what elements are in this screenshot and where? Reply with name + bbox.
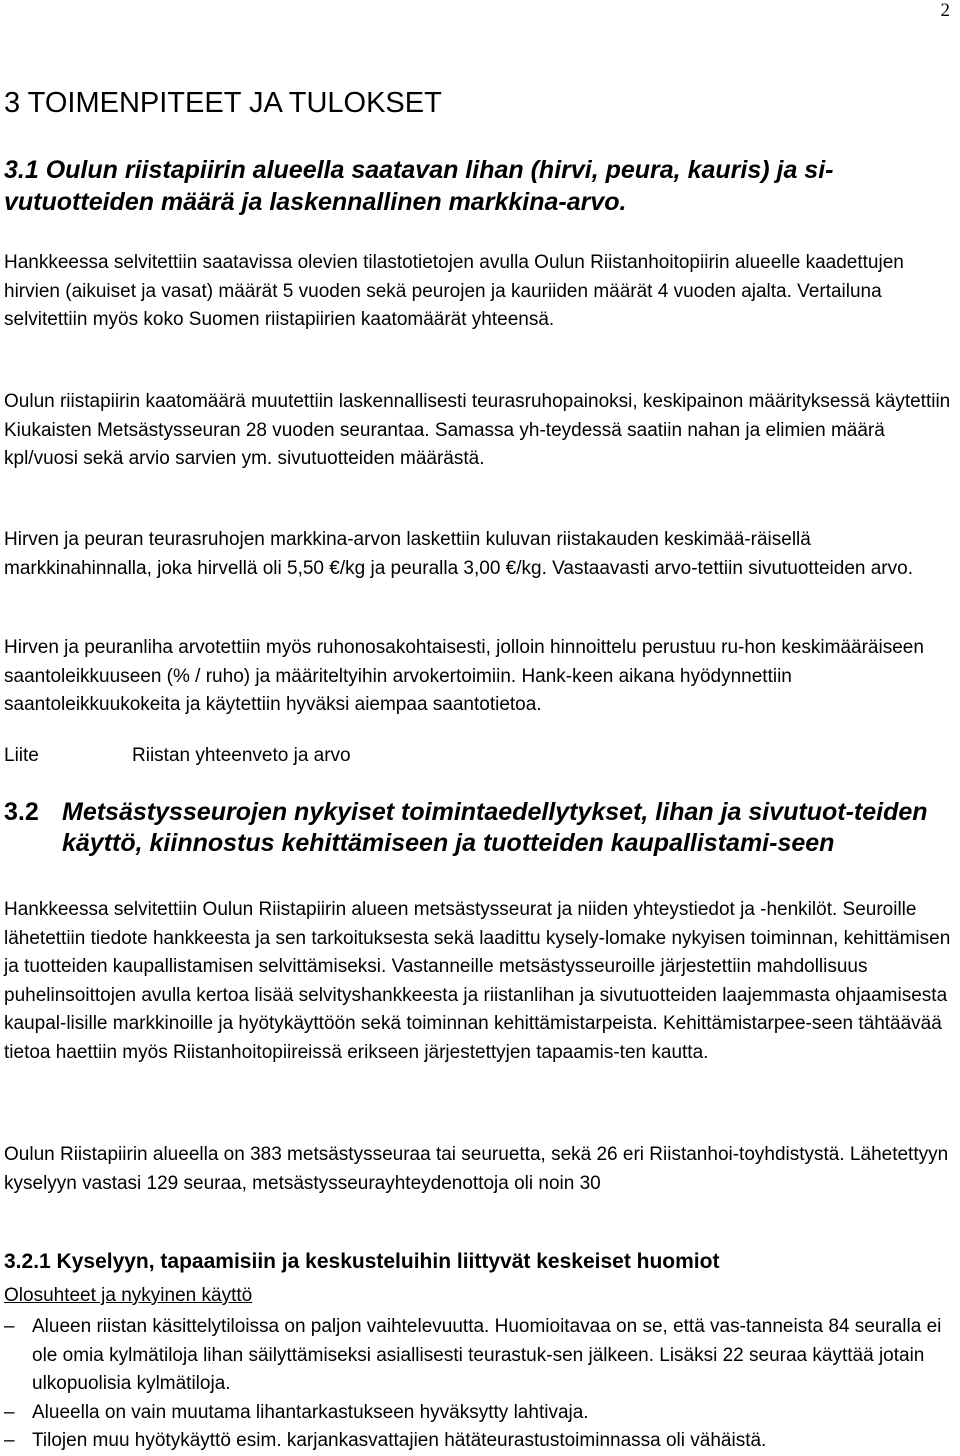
chapter-heading: 3 TOIMENPITEET JA TULOKSET bbox=[4, 87, 442, 119]
section-3-1-title: Oulun riistapiirin alueella saatavan lihan (hirvi, peura, kauris) ja si-vutuotteiden määrä ja laskennallinen markkina-arvo. bbox=[4, 156, 834, 216]
dash-bullet: – bbox=[4, 1430, 15, 1452]
list-item bbox=[4, 1399, 956, 1428]
bullet-list bbox=[4, 1313, 956, 1456]
list-item bbox=[4, 1313, 956, 1399]
list-item-text: Tilojen muu hyötykäyttö esim. karjankasvattajien hätäteurastustoiminnassa oli vähäistä. bbox=[32, 1430, 767, 1452]
section-3-2-1-heading: 3.2.1 Kyselyyn, tapaamisiin ja keskusteluihin liittyvät keskeiset huomiot bbox=[4, 1250, 720, 1273]
list-item bbox=[4, 1427, 956, 1456]
section-3-2-paragraph-2: Oulun Riistapiirin alueella on 383 metsästysseuraa tai seuruetta, sekä 26 eri Riistanhoi-toyhdistystä. Lähetettyyn kyselyyn vastasi 129 seuraa, metsästysseurayhteydenottoja oli noin 30 bbox=[4, 1144, 949, 1194]
section-3-2-number: 3.2 bbox=[4, 798, 39, 826]
section-3-2-heading bbox=[4, 797, 954, 859]
paragraph-4: Hirven ja peuranliha arvotettiin myös ruhonosakohtaisesti, jolloin hinnoittelu perustuu ru-hon keskimääräiseen saantoleikkuuseen (% / ruho) ja määriteltyihin arvokertoimiin. Hank-keen aikana hyödynnettiin saantoleikkuukokeita ja käytettiin hyväksi aiempaa saantotietoa. bbox=[4, 637, 924, 716]
subheading-conditions: Olosuhteet ja nykyinen käyttö bbox=[4, 1285, 253, 1306]
paragraph-1: Hankkeessa selvitettiin saatavissa olevien tilastotietojen avulla Oulun Riistanhoitopiirin alueelle kaadettujen hirvien (aikuiset ja vasat) määrät 5 vuoden sekä peurojen ja kauriiden määrät 4 vuoden ajalta. Vertailuna selvitettiin myös koko Suomen riistapiirien kaatomäärät yhteensä. bbox=[4, 252, 904, 331]
section-3-2-title: Metsästysseurojen nykyiset toimintaedellytykset, lihan ja sivutuot-teiden käyttö, kiinnostus kehittämiseen ja tuotteiden kaupallistami-seen bbox=[62, 798, 928, 857]
appendix-label: Liite bbox=[4, 745, 39, 766]
list-item-text: Alueella on vain muutama lihantarkastukseen hyväksytty lahtivaja. bbox=[32, 1401, 589, 1423]
appendix-text: Riistan yhteenveto ja arvo bbox=[132, 745, 351, 766]
section-3-1-number: 3.1 bbox=[4, 156, 39, 184]
list-item-text: Alueen riistan käsittelytiloissa on paljon vaihtelevuutta. Huomioitavaa on se, että vas-tanneista 84 seuralla ei ole omia kylmätiloja lihan säilyttämiseksi asiallisesti teurastuk-sen jälkeen. Lisäksi 22 seuraa käyttää jotain ulkopuolisia kylmätiloja. bbox=[32, 1316, 942, 1395]
section-3-1-heading bbox=[4, 154, 954, 218]
dash-bullet: – bbox=[4, 1401, 15, 1423]
section-3-2-paragraph-1: Hankkeessa selvitettiin Oulun Riistapiirin alueen metsästysseurat ja niiden yhteystiedot ja -henkilöt. Seuroille lähetettiin tiedote hankkeesta ja sen tarkoituksesta sekä laadittu kysely-lomake nykyisen toiminnan, kehittämisen ja tuotteiden kaupallistamisen selvittämiseksi. Vastanneille metsästysseuroille järjestettiin mahdollisuus puhelinsoittojen avulla kertoa lisää selvityshankkeesta ja riistanlihan ja sivutuotteiden laajemmasta ohjaamisesta kaupal-lisille markkinoille ja hyötykäyttöön sekä toiminnan kehittämistarpeista. Kehittämistarpee-seen tähtäävää tietoa haettiin myös Riistanhoitopiireissä erikseen järjestettyjen tapaamis-ten kautta. bbox=[4, 899, 951, 1063]
paragraph-3: Hirven ja peuran teurasruhojen markkina-arvon laskettiin kuluvan riistakauden keskimää-räisellä markkinahinnalla, joka hirvellä oli 5,50 €/kg ja peuralla 3,00 €/kg. Vastaavasti arvo-tettiin sivutuotteiden arvo. bbox=[4, 529, 913, 579]
dash-bullet: – bbox=[4, 1316, 15, 1337]
paragraph-2: Oulun riistapiirin kaatomäärä muutettiin laskennallisesti teurasruhopainoksi, keskipainon määrityksessä käytettiin Kiukaisten Metsästysseuran 28 vuoden seurantaa. Samassa yh-teydessä saatiin nahan ja elimien määrä kpl/vuosi sekä arvio sarvien ym. sivutuotteiden määrästä. bbox=[4, 391, 951, 470]
page-number: 2 bbox=[940, 0, 950, 21]
appendix-reference bbox=[4, 745, 351, 767]
